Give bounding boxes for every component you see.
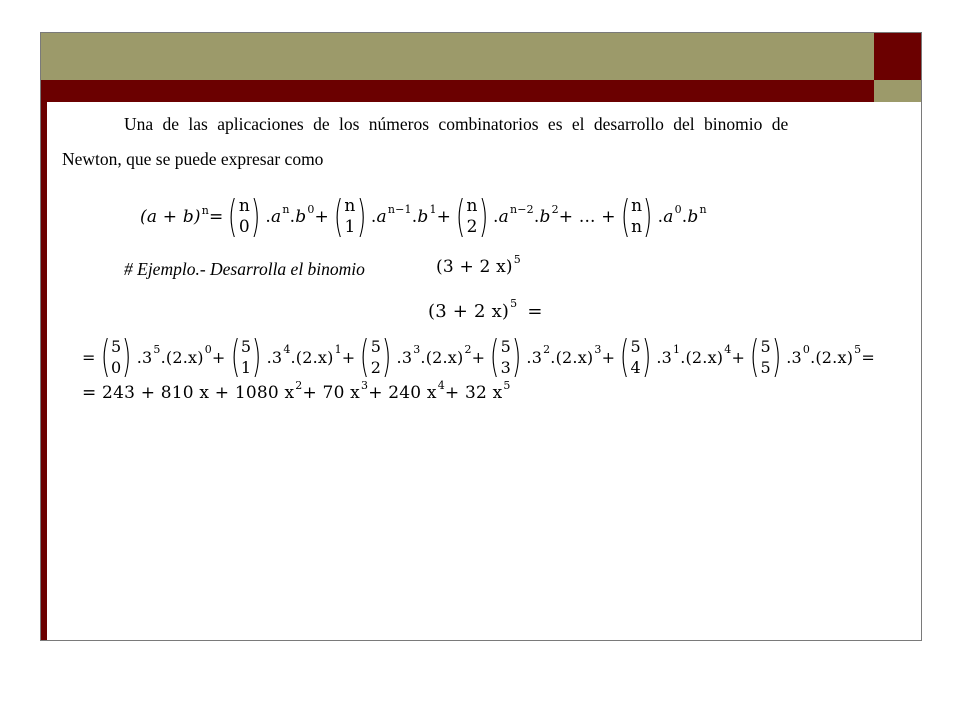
expansion-three: .3 [526,347,543,367]
binom-bottom: 2 [466,217,478,237]
formula-b: b [687,207,699,227]
expansion-binomial-coefficient [616,331,655,382]
binom-right-paren: ) [641,331,652,382]
formula-a-exp: 0 [674,202,682,216]
binom-right-paren: ) [356,191,366,242]
formula-dot: . [533,207,540,227]
formula-binomial-coefficient [617,191,657,242]
binom-stack [760,336,770,378]
expansion-plus: + [601,347,616,367]
binom-bottom: n [631,217,643,237]
binom-left-paren: ( [230,331,240,382]
binom-right-paren: ) [511,331,522,382]
binom-top: n [466,196,478,216]
binom-bottom: 0 [110,358,122,377]
result-exp-3: 4 [437,378,445,392]
binom-right-paren: ) [250,191,261,242]
expansion-binomial-coefficient [486,331,525,382]
formula-plus: + [436,207,452,227]
result-exp-4: 5 [503,378,511,392]
expansion-twox-exp: 4 [724,342,732,356]
binom-bottom: 1 [240,358,252,377]
binom-left-paren: ( [360,331,370,382]
binom-bottom: 2 [370,358,382,377]
expansion-twox: .(2.x) [680,347,724,367]
binom-right-paren: ) [382,331,392,382]
formula-dot: . [265,207,271,227]
formula-binomial-coefficient [452,191,492,242]
expansion-three-exp: 3 [413,342,421,356]
slide-content [48,103,920,639]
formula-b-exp: 2 [551,202,559,216]
binom-stack [467,196,478,238]
expansion-twox: .(2.x) [160,347,204,367]
binom-right-paren: ) [643,191,653,242]
expansion-twox-exp: 0 [204,342,212,356]
paragraph-line-1: Una de las aplicaciones de los números combinatorios es el desarrollo del binomio de [124,114,789,134]
expansion-three: .3 [266,347,283,367]
expansion-binomial-coefficient [746,331,785,382]
formula-lhs [140,204,210,227]
expansion-binomial-coefficient [97,331,136,382]
example-binomial-exponent: 5 [513,252,521,266]
header-bar [40,32,874,80]
binom-left-paren: ( [490,331,500,382]
expansion-plus: + [211,347,226,367]
binom-top: 5 [370,337,382,356]
left-accent-bar [40,102,47,640]
formula-ellipsis: + ... + [558,207,616,227]
formula-dot: . [657,207,664,227]
paragraph-line-2: Newton, que se puede expresar como [62,149,324,169]
binom-top: n [631,196,643,216]
formula-a: a [663,207,674,227]
expansion-three: .3 [136,347,153,367]
binom-top: 5 [240,337,252,356]
binom-left-paren: ( [100,331,111,382]
formula-b: b [417,207,429,227]
example-result [82,378,511,403]
formula-a-exp: n−1 [387,202,412,216]
formula-a-exp: n−2 [509,202,534,216]
example-lhs [428,297,543,322]
expansion-twox: .(2.x) [810,347,854,367]
expansion-plus: + [341,347,356,367]
binom-bottom: 3 [500,358,512,377]
result-part-2: + 70 x [302,383,360,403]
binom-stack [371,336,381,378]
expansion-plus: + [731,347,746,367]
binom-right-paren: ) [122,331,132,382]
formula-a: a [271,207,282,227]
example-expansion [82,329,875,385]
expansion-twox-exp: 3 [594,342,602,356]
binom-top: n [238,196,251,216]
binom-right-paren: ) [771,331,782,382]
accent-corner-square [874,80,921,102]
binom-top: 5 [110,337,122,356]
binom-stack [501,336,511,378]
binom-right-paren: ) [252,331,262,382]
expansion-twox: .(2.x) [420,347,464,367]
example-lhs-exponent: 5 [510,297,518,310]
formula-dot: . [681,207,688,227]
formula-equals: = [209,207,224,227]
result-part-4: + 32 x [444,383,503,403]
binom-top: 5 [500,337,512,356]
example-lhs-base: (3 + 2 x) [428,301,510,322]
binom-left-paren: ( [228,191,238,242]
formula-b-exp: 1 [429,202,437,216]
expansion-three-exp: 4 [283,342,291,356]
example-lhs-equals: = [527,301,543,322]
binom-bottom: 4 [630,358,641,377]
expansion-twox-exp: 1 [334,342,342,356]
binom-left-paren: ( [456,191,466,242]
example-binomial-base: (3 + 2 x) [436,257,513,277]
formula-a: a [376,207,387,227]
expansion-plus: + [471,347,486,367]
expansion-three: .3 [656,347,672,367]
binom-stack [239,196,250,238]
binom-bottom: 5 [760,358,771,377]
formula-plus: + [314,207,329,227]
result-part-1: = 243 + 810 x + 1080 x [82,383,295,403]
binom-right-paren: ) [478,191,489,242]
binom-stack [344,196,355,238]
header-corner-square [874,32,921,80]
formula-lhs-text: (a + b) [140,207,201,227]
example-heading: # Ejemplo.- Desarrolla el binomio [124,259,365,279]
result-part-3: + 240 x [368,383,437,403]
expansion-twox-exp: 5 [854,342,862,356]
formula-dot: . [493,207,499,227]
binomial-formula [140,189,707,245]
formula-binomial-coefficient [224,191,264,242]
expansion-twox: .(2.x) [290,347,334,367]
expansion-trailing-equals: = [861,347,875,367]
binom-left-paren: ( [620,191,631,242]
binom-left-paren: ( [620,331,630,382]
result-exp-1: 2 [295,378,303,392]
formula-b: b [539,207,551,227]
binom-stack [111,336,121,378]
binom-stack [241,336,251,378]
expansion-three-exp: 1 [672,342,681,356]
expansion-twox: .(2.x) [550,347,594,367]
binom-top: 5 [630,337,641,356]
binom-stack [631,336,641,378]
binom-top: 5 [760,337,771,356]
formula-lhs-exp: n [201,204,210,217]
binom-bottom: 0 [238,217,250,237]
expansion-three-exp: 2 [543,342,551,356]
binom-left-paren: ( [749,331,760,382]
expansion-three-exp: 5 [153,342,161,356]
expansion-three: .3 [786,347,802,367]
expansion-three-exp: 0 [802,342,811,356]
example-binomial [436,252,521,277]
binom-stack [631,196,642,238]
binom-top: n [344,196,356,216]
binom-left-paren: ( [333,191,344,242]
expansion-binomial-coefficient [227,331,266,382]
formula-dot: . [370,207,377,227]
formula-dot: . [411,207,418,227]
formula-b-exp: 0 [307,202,315,216]
expansion-binomial-coefficient [356,331,395,382]
formula-binomial-coefficient [330,191,370,242]
formula-a-exp: n [282,202,290,216]
formula-b: b [295,207,307,227]
result-exp-2: 3 [360,378,369,392]
expansion-three: .3 [396,347,413,367]
binom-bottom: 1 [344,217,356,237]
formula-a: a [498,207,509,227]
header-accent-bar [40,80,874,102]
formula-dot: . [289,207,296,227]
formula-b-exp: n [699,202,707,216]
expansion-equals: = [82,347,96,367]
expansion-twox-exp: 2 [464,342,472,356]
